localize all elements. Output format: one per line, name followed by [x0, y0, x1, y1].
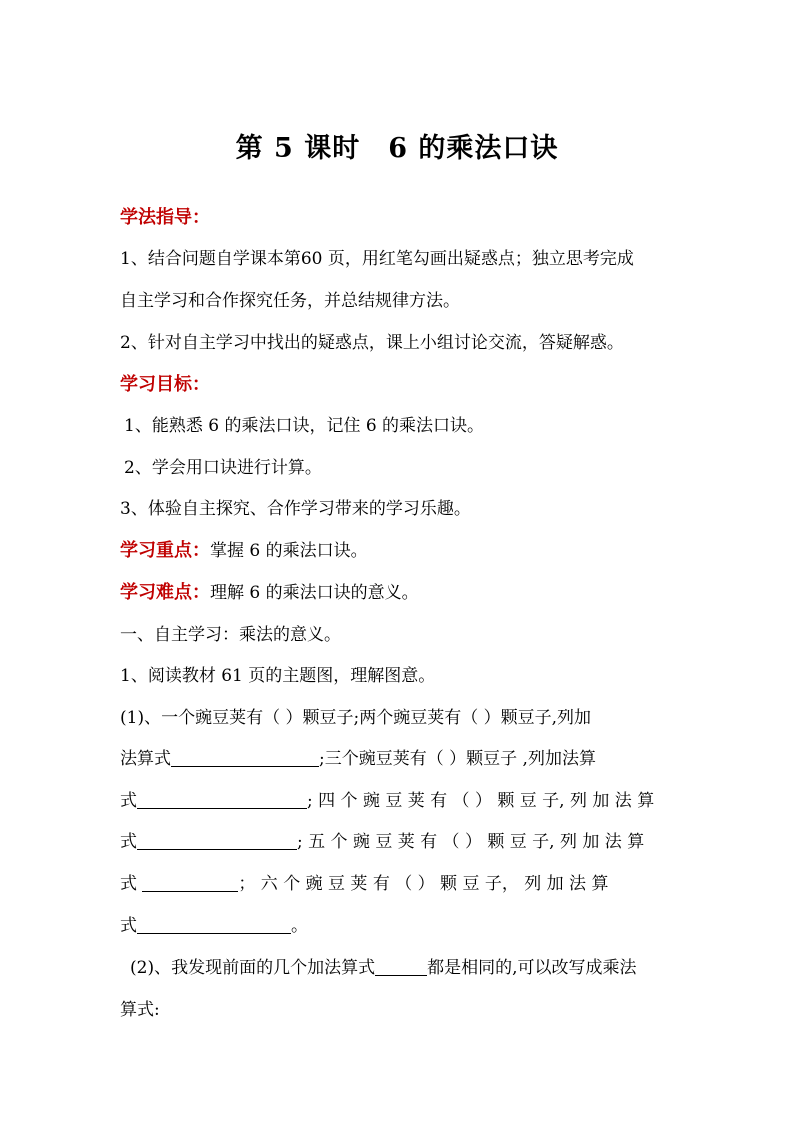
- difficulty-point: [120, 578, 680, 604]
- part-2-line-1: (2)、我发现前面的几个加法算式 都是相同的,可以改写成乘法: [130, 958, 637, 978]
- answer-blank[interactable]: [171, 750, 319, 767]
- question-1: 1、阅读教材 61 页的主题图，理解图意。: [120, 666, 436, 686]
- answer-blank[interactable]: [375, 959, 427, 976]
- key-point: [120, 536, 680, 562]
- section-heading: 一、自主学习：乘法的意义。: [120, 625, 341, 645]
- answer-blank[interactable]: [137, 833, 297, 850]
- study-guide-item-1b: 自主学习和合作探究任务，并总结规律方法。: [120, 291, 460, 311]
- lesson-number: 第 5 课时: [235, 133, 361, 164]
- part-1-line-5: 式 ； 六 个 豌 豆 荚 有 （ ） 颗 豆 子， 列 加 法 算: [120, 874, 609, 894]
- learning-goal-1: 1、能熟悉 6 的乘法口诀，记住 6 的乘法口诀。: [124, 416, 485, 436]
- part-1-line-4: 式 ; 五 个 豌 豆 荚 有 （ ） 颗 豆 子, 列 加 法 算: [120, 832, 645, 852]
- answer-blank[interactable]: [137, 792, 307, 809]
- key-point-text: 掌握 6 的乘法口诀。: [210, 541, 368, 561]
- study-guide-item-1a: 1、结合问题自学课本第60 页，用红笔勾画出疑惑点；独立思考完成: [120, 249, 634, 269]
- part-1-line-6: 式 。: [120, 916, 308, 936]
- learning-goal-2: 2、学会用口诀进行计算。: [124, 458, 322, 478]
- lesson-topic: 6 的乘法口诀: [388, 133, 559, 164]
- study-guide-item-2: 2、针对自主学习中找出的疑惑点，课上小组讨论交流，答疑解惑。: [120, 333, 624, 353]
- part-1-line-3: 式 ; 四 个 豌 豆 荚 有 （ ） 颗 豆 子, 列 加 法 算: [120, 791, 655, 811]
- part-2-line-2: 算式:: [120, 1000, 160, 1020]
- page-title: [0, 126, 794, 165]
- key-point-label: 学习重点：: [120, 540, 210, 561]
- difficulty-text: 理解 6 的乘法口诀的意义。: [210, 583, 419, 603]
- study-guide-heading: 学法指导：: [120, 207, 210, 228]
- part-1-line-1: (1)、一个豌豆荚有（ ）颗豆子;两个豌豆荚有（ ）颗豆子,列加: [120, 708, 592, 728]
- difficulty-label: 学习难点：: [120, 582, 210, 603]
- answer-blank[interactable]: [137, 917, 291, 934]
- answer-blank[interactable]: [142, 875, 238, 892]
- learning-goal-3: 3、体验自主探究、合作学习带来的学习乐趣。: [120, 499, 471, 519]
- part-1-line-2: 法算式 ;三个豌豆荚有（ ）颗豆子 ,列加法算: [120, 749, 596, 769]
- learning-goals-heading: 学习目标：: [120, 374, 210, 395]
